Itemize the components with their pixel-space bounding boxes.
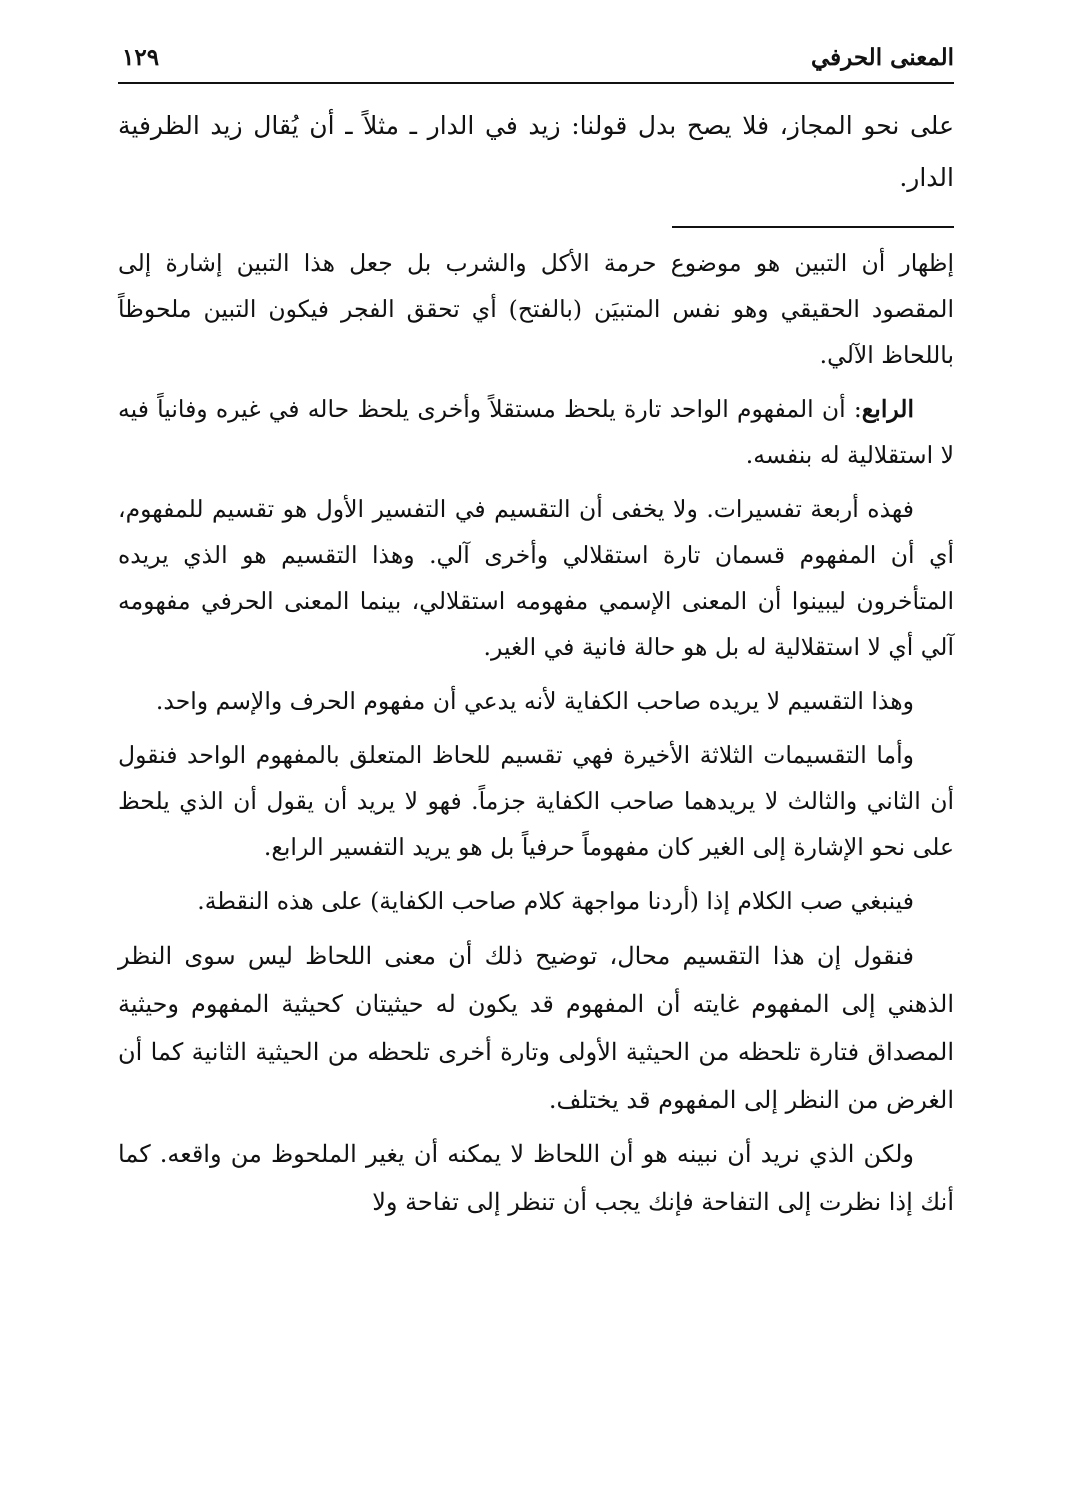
running-title: المعنى الحرفي xyxy=(810,44,954,71)
notes-paragraph-5: وأما التقسيمات الثلاثة الأخيرة فهي تقسيم للحاظ المتعلق بالمفهوم الواحد فنقول أن الثاني والثالث لا يريدهما صاحب الكفاية جزماً. فهو لا يريد أن يقول أن الذي يلحظ على نحو الإشارة إلى الغير كان مفهوماً حرفياً بل هو يريد التفسير الرابع. xyxy=(118,741,954,861)
main-paragraph: على نحو المجاز، فلا يصح بدل قولنا: زيد في الدار ـ مثلاً ـ أن يُقال زيد الظرفية الدار. xyxy=(118,111,954,192)
document-page xyxy=(118,0,954,1498)
page-number: ١٢٩ xyxy=(122,44,160,71)
discussion-paragraph-1: فنقول إن هذا التقسيم محال، توضيح ذلك أن معنى اللحاظ ليس سوى النظر الذهني إلى المفهوم غايته أن المفهوم قد يكون له حيثيتان كحيثية المفهوم وحيثية المصداق فتارة تلحظه من الحيثية الأولى وتارة أخرى تلحظه من الحيثية الثانية كما أن الغرض من النظر إلى المفهوم قد يختلف. xyxy=(118,942,954,1114)
notes-paragraph-2-text: : أن المفهوم الواحد تارة يلحظ مستقلاً وأخرى يلحظ حاله في غيره وفانياً فيه لا استقلالية له بنفسه. xyxy=(118,395,954,469)
notes-paragraph-3: فهذه أربعة تفسيرات. ولا يخفى أن التقسيم في التفسير الأول هو تقسيم للمفهوم، أي أن المفهوم قسمان تارة استقلالي وأخرى آلي. وهذا التقسيم هو الذي يريده المتأخرون ليبينوا أن المعنى الإسمي مفهومه استقلالي، بينما المعنى الحرفي مفهومه آلي أي لا استقلالية له بل هو حالة فانية في الغير. xyxy=(118,495,954,661)
footnote-divider xyxy=(672,226,954,228)
page-header xyxy=(118,40,954,84)
notes-paragraph-1: إظهار أن التبين هو موضوع حرمة الأكل والشرب بل جعل هذا التبين إشارة إلى المقصود الحقيقي وهو نفس المتبيَن (بالفتح) أي تحقق الفجر فيكون التبين ملحوظاً باللحاظ الآلي. xyxy=(118,249,954,369)
discussion-paragraph-2: ولكن الذي نريد أن نبينه هو أن اللحاظ لا يمكنه أن يغير الملحوظ من واقعه. كما أنك إذا نظرت إلى التفاحة فإنك يجب أن تنظر إلى تفاحة ولا xyxy=(118,1140,954,1216)
section-heading-fourth: الرابع xyxy=(861,395,914,423)
notes-paragraph-6: فينبغي صب الكلام إذا (أردنا مواجهة كلام صاحب الكفاية) على هذه النقطة. xyxy=(197,887,914,915)
page-body xyxy=(118,100,954,1232)
notes-paragraph-4: وهذا التقسيم لا يريده صاحب الكفاية لأنه يدعي أن مفهوم الحرف والإسم واحد. xyxy=(155,687,914,715)
notes-section xyxy=(118,240,954,924)
discussion-section xyxy=(118,932,954,1226)
notes-paragraph-2 xyxy=(118,386,954,478)
